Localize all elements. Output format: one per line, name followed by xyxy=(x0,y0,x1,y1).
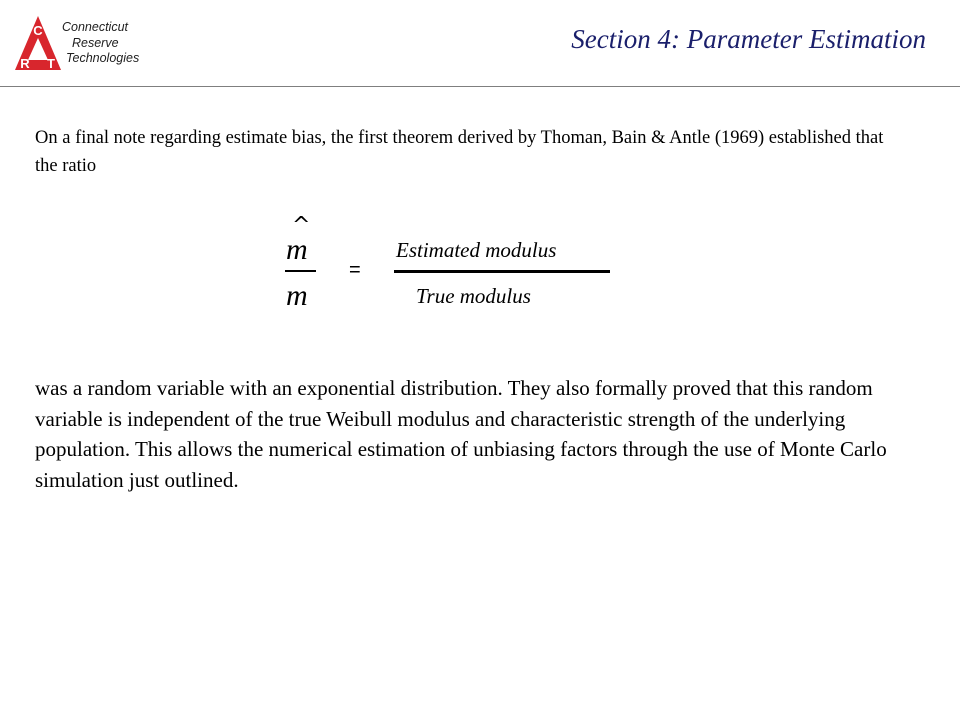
equals-sign: = xyxy=(349,259,361,281)
estimated-m-symbol: m xyxy=(286,233,308,266)
fraction-numerator: Estimated modulus xyxy=(396,238,557,262)
symbol-fraction-bar xyxy=(285,270,316,272)
logo-line-connecticut: Connecticut xyxy=(62,20,129,34)
logo-line-technologies: Technologies xyxy=(66,51,140,65)
header-divider xyxy=(0,86,960,87)
logo-letter-t: T xyxy=(47,56,55,71)
logo-letter-r: R xyxy=(20,56,30,71)
crt-triangle-icon xyxy=(14,14,64,74)
slide-title: Section 4: Parameter Estimation xyxy=(571,24,926,54)
true-m-symbol: m xyxy=(286,279,308,312)
intro-paragraph: On a final note regarding estimate bias, the first theorem derived by Thoman, Bain & Antle (1969) established that the ratio xyxy=(35,128,884,176)
logo-wordmark xyxy=(62,20,139,67)
fraction-denominator: True modulus xyxy=(416,284,531,308)
company-logo xyxy=(14,14,189,74)
hat-symbol: ^ xyxy=(292,213,311,238)
ratio-formula xyxy=(270,215,630,325)
logo-line-reserve: Reserve xyxy=(72,35,119,50)
body-paragraph: was a random variable with an exponential distribution. They also formally proved that this random variable is independent of the true Weibull modulus and characteristic strength of the underlying population. This allows the numerical estimation of unbiasing factors through the use of Monte Carlo simulation just outlined. xyxy=(35,376,887,492)
text-fraction-bar xyxy=(394,270,610,273)
logo-letter-c: C xyxy=(33,23,43,38)
